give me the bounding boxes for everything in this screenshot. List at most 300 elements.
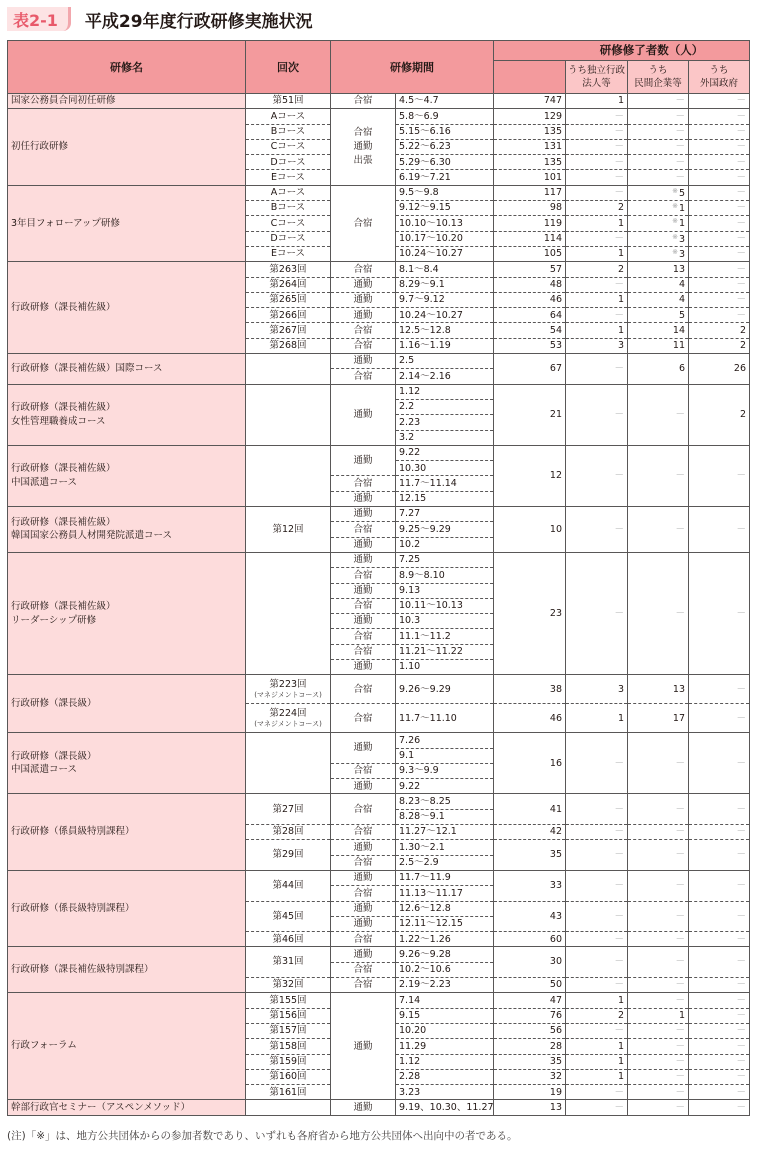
round-cell [246, 354, 331, 385]
period-cell: 9.7〜9.12 [396, 292, 494, 307]
total-cell: 53 [494, 338, 566, 353]
round-cell: 第264回 [246, 277, 331, 292]
period-cell: 5.29〜6.30 [396, 155, 494, 170]
period-cell: 10.17〜10.20 [396, 231, 494, 246]
period-cell: 9.3〜9.9 [396, 763, 494, 778]
foreign-count-cell: － [689, 201, 750, 216]
attendance-type-cell: 通勤 [331, 292, 396, 307]
period-cell: 2.23 [396, 415, 494, 430]
table-row [8, 552, 750, 567]
round-cell: 第263回 [246, 262, 331, 277]
total-cell: 32 [494, 1069, 566, 1084]
round-cell: 第31回 [246, 947, 331, 978]
period-cell: 9.22 [396, 445, 494, 460]
agency-count-cell: － [566, 1085, 628, 1100]
round-cell: 第267回 [246, 323, 331, 338]
training-name-cell: 行政フォーラム [8, 993, 246, 1100]
round-cell: Cコース [246, 216, 331, 231]
round-cell [246, 445, 331, 506]
training-name-cell: 行政研修（課長補佐級） 韓国国家公務員人材開発院派遣コース [8, 507, 246, 553]
period-cell: 8.28〜9.1 [396, 809, 494, 824]
total-cell: 30 [494, 947, 566, 978]
agency-count-cell: 2 [566, 262, 628, 277]
attendance-type-cell: 通勤 [331, 491, 396, 506]
agency-count-cell: － [566, 978, 628, 993]
agency-count-cell: 2 [566, 201, 628, 216]
period-cell: 11.21〜11.22 [396, 644, 494, 659]
attendance-type-cell: 合宿 [331, 185, 396, 261]
attendance-type-cell: 通勤 [331, 614, 396, 629]
total-cell: 46 [494, 292, 566, 307]
footnote: (注)「※」は、地方公共団体からの参加者数であり、いずれも各府省から地方公共団体へ出向中の者である。 [7, 1130, 518, 1142]
period-cell: 8.9〜8.10 [396, 568, 494, 583]
agency-count-cell: － [566, 794, 628, 825]
period-cell: 9.25〜9.29 [396, 522, 494, 537]
round-cell: 第223回 (マネジメントコース) [246, 675, 331, 704]
foreign-count-cell: － [689, 231, 750, 246]
foreign-count-cell: － [689, 1085, 750, 1100]
round-cell: Dコース [246, 231, 331, 246]
total-cell: 43 [494, 901, 566, 932]
period-cell: 8.29〜9.1 [396, 277, 494, 292]
foreign-count-cell: － [689, 978, 750, 993]
round-cell: 第46回 [246, 932, 331, 947]
round-cell: Bコース [246, 201, 331, 216]
agency-count-cell: － [566, 384, 628, 445]
private-count-cell: 13 [628, 262, 689, 277]
note-marker: ※ [672, 201, 678, 210]
attendance-type-cell: 通勤 [331, 733, 396, 764]
period-cell: 9.12〜9.15 [396, 201, 494, 216]
training-name-cell: 初任行政研修 [8, 109, 246, 185]
period-cell: 5.8〜6.9 [396, 109, 494, 124]
round-cell: Cコース [246, 139, 331, 154]
attendance-type-cell: 通勤 [331, 779, 396, 794]
total-cell: 135 [494, 155, 566, 170]
private-count-cell: 4 [628, 292, 689, 307]
round-cell: 第158回 [246, 1039, 331, 1054]
attendance-type-cell: 通勤 [331, 384, 396, 445]
agency-count-cell: 1 [566, 94, 628, 109]
foreign-count-cell: － [689, 932, 750, 947]
agency-count-cell: 1 [566, 216, 628, 231]
foreign-count-cell: － [689, 308, 750, 323]
attendance-type-cell: 通勤 [331, 552, 396, 567]
total-cell: 35 [494, 840, 566, 871]
total-cell: 38 [494, 675, 566, 704]
total-cell: 60 [494, 932, 566, 947]
private-count-cell: ※3 [628, 231, 689, 246]
period-cell: 9.22 [396, 779, 494, 794]
foreign-count-cell: － [689, 870, 750, 901]
private-count-cell: ※1 [628, 201, 689, 216]
period-cell: 12.11〜12.15 [396, 916, 494, 931]
period-cell: 10.3 [396, 614, 494, 629]
attendance-type-cell: 通勤 [331, 583, 396, 598]
foreign-count-cell: － [689, 901, 750, 932]
agency-count-cell: － [566, 552, 628, 674]
training-name-cell: 行政研修（課長補佐級） [8, 262, 246, 354]
attendance-type-cell: 合宿 [331, 338, 396, 353]
attendance-type-cell: 通勤 [331, 993, 396, 1100]
agency-count-cell: － [566, 445, 628, 506]
agency-count-cell: － [566, 155, 628, 170]
agency-count-cell: 1 [566, 704, 628, 733]
private-count-cell: ※3 [628, 246, 689, 261]
foreign-count-cell: 2 [689, 338, 750, 353]
attendance-type-cell: 合宿 [331, 476, 396, 491]
round-cell: Eコース [246, 170, 331, 185]
round-cell: 第157回 [246, 1023, 331, 1038]
private-count-cell: ※5 [628, 185, 689, 200]
foreign-count-cell: － [689, 840, 750, 871]
attendance-type-cell: 合宿 [331, 763, 396, 778]
period-cell: 11.7〜11.10 [396, 704, 494, 733]
note-marker: ※ [672, 247, 678, 256]
period-cell: 9.1 [396, 748, 494, 763]
private-count-cell: － [628, 947, 689, 978]
period-cell: 9.19、10.30、11.27 [396, 1100, 494, 1115]
total-cell: 54 [494, 323, 566, 338]
agency-count-cell: － [566, 354, 628, 385]
total-cell: 16 [494, 733, 566, 794]
total-cell: 64 [494, 308, 566, 323]
foreign-count-cell: － [689, 794, 750, 825]
private-count-cell: － [628, 794, 689, 825]
table-row [8, 733, 750, 748]
training-name-cell: 行政研修（課長補佐級） リーダーシップ研修 [8, 552, 246, 674]
agency-count-cell: － [566, 308, 628, 323]
foreign-count-cell: － [689, 1039, 750, 1054]
training-name-cell: 行政研修（係員級特別課程） [8, 794, 246, 870]
period-cell: 5.22〜6.23 [396, 139, 494, 154]
agency-count-cell: － [566, 840, 628, 871]
agency-count-cell: 1 [566, 246, 628, 261]
period-cell: 10.20 [396, 1023, 494, 1038]
round-cell [246, 1100, 331, 1115]
private-count-cell: － [628, 1023, 689, 1038]
round-cell: 第12回 [246, 507, 331, 553]
attendance-type-cell: 合宿 [331, 598, 396, 613]
period-cell: 12.6〜12.8 [396, 901, 494, 916]
private-count-cell: － [628, 124, 689, 139]
table-row [8, 993, 750, 1008]
period-cell: 7.27 [396, 507, 494, 522]
column-header-foreign: うち 外国政府 [689, 61, 750, 94]
private-count-cell: 14 [628, 323, 689, 338]
training-name-cell: 行政研修（係長級特別課程） [8, 870, 246, 946]
total-cell: 117 [494, 185, 566, 200]
round-cell: 第265回 [246, 292, 331, 307]
attendance-type-cell: 合宿 [331, 522, 396, 537]
round-cell: 第44回 [246, 870, 331, 901]
agency-count-cell: 1 [566, 1054, 628, 1069]
training-name-cell: 行政研修（課長補佐級） 中国派遣コース [8, 445, 246, 506]
table-row [8, 445, 750, 460]
total-cell: 57 [494, 262, 566, 277]
round-cell: Eコース [246, 246, 331, 261]
period-cell: 7.14 [396, 993, 494, 1008]
period-cell: 11.29 [396, 1039, 494, 1054]
round-cell [246, 384, 331, 445]
total-cell: 41 [494, 794, 566, 825]
total-cell: 19 [494, 1085, 566, 1100]
private-count-cell: ※1 [628, 216, 689, 231]
period-cell: 1.22〜1.26 [396, 932, 494, 947]
period-cell: 11.13〜11.17 [396, 886, 494, 901]
private-count-cell: － [628, 1054, 689, 1069]
private-count-cell: － [628, 840, 689, 871]
private-count-cell: 11 [628, 338, 689, 353]
private-count-cell: 1 [628, 1008, 689, 1023]
agency-count-cell: － [566, 932, 628, 947]
round-cell: 第160回 [246, 1069, 331, 1084]
agency-count-cell: － [566, 277, 628, 292]
agency-count-cell: － [566, 947, 628, 978]
attendance-type-cell: 通勤 [331, 277, 396, 292]
private-count-cell: － [628, 139, 689, 154]
agency-count-cell: 1 [566, 1069, 628, 1084]
round-cell: 第159回 [246, 1054, 331, 1069]
attendance-type-cell: 合宿 [331, 886, 396, 901]
attendance-type-cell: 通勤 [331, 870, 396, 885]
attendance-type-cell: 通勤 [331, 1100, 396, 1115]
period-cell: 2.5〜2.9 [396, 855, 494, 870]
total-cell: 131 [494, 139, 566, 154]
attendance-type-cell: 合宿 [331, 825, 396, 840]
period-cell: 2.2 [396, 399, 494, 414]
attendance-type-cell: 通勤 [331, 308, 396, 323]
private-count-cell: 17 [628, 704, 689, 733]
round-cell: 第268回 [246, 338, 331, 353]
private-count-cell: － [628, 552, 689, 674]
round-cell: 第266回 [246, 308, 331, 323]
foreign-count-cell: 2 [689, 323, 750, 338]
total-cell: 33 [494, 870, 566, 901]
column-header-period: 研修期間 [331, 41, 494, 94]
foreign-count-cell: － [689, 947, 750, 978]
private-count-cell: 6 [628, 354, 689, 385]
foreign-count-cell: － [689, 733, 750, 794]
total-cell: 105 [494, 246, 566, 261]
agency-count-cell: 2 [566, 1008, 628, 1023]
column-header-total [494, 61, 566, 94]
attendance-type-cell: 通勤 [331, 354, 396, 369]
period-cell: 3.23 [396, 1085, 494, 1100]
note-marker: ※ [672, 186, 678, 195]
private-count-cell: － [628, 384, 689, 445]
private-count-cell: － [628, 870, 689, 901]
column-header-name: 研修名 [8, 41, 246, 94]
foreign-count-cell: － [689, 675, 750, 704]
attendance-type-cell: 合宿 [331, 855, 396, 870]
period-cell: 7.25 [396, 552, 494, 567]
training-name-cell: 行政研修（課長級） 中国派遣コース [8, 733, 246, 794]
period-cell: 1.30〜2.1 [396, 840, 494, 855]
foreign-count-cell: － [689, 1054, 750, 1069]
total-cell: 56 [494, 1023, 566, 1038]
period-cell: 10.11〜10.13 [396, 598, 494, 613]
attendance-type-cell: 合宿 [331, 262, 396, 277]
total-cell: 101 [494, 170, 566, 185]
agency-count-cell: － [566, 139, 628, 154]
round-cell: Dコース [246, 155, 331, 170]
training-name-cell: 行政研修（課長級） [8, 675, 246, 733]
private-count-cell: 13 [628, 675, 689, 704]
column-header-round: 回次 [246, 41, 331, 94]
agency-count-cell: － [566, 733, 628, 794]
period-cell: 10.24〜10.27 [396, 308, 494, 323]
total-cell: 747 [494, 94, 566, 109]
attendance-type-cell: 合宿 [331, 704, 396, 733]
total-cell: 47 [494, 993, 566, 1008]
private-count-cell: － [628, 1085, 689, 1100]
private-count-cell: － [628, 901, 689, 932]
period-cell: 2.14〜2.16 [396, 369, 494, 384]
foreign-count-cell: － [689, 94, 750, 109]
foreign-count-cell: 2 [689, 384, 750, 445]
total-cell: 67 [494, 354, 566, 385]
period-cell: 2.5 [396, 354, 494, 369]
total-cell: 13 [494, 1100, 566, 1115]
foreign-count-cell: － [689, 216, 750, 231]
period-cell: 9.15 [396, 1008, 494, 1023]
table-row [8, 1100, 750, 1115]
round-cell: Bコース [246, 124, 331, 139]
foreign-count-cell: － [689, 109, 750, 124]
private-count-cell: － [628, 507, 689, 553]
table-row [8, 94, 750, 109]
private-count-cell: － [628, 109, 689, 124]
total-cell: 119 [494, 216, 566, 231]
table-row [8, 185, 750, 200]
total-cell: 42 [494, 825, 566, 840]
attendance-type-cell: 通勤 [331, 947, 396, 962]
table-row [8, 870, 750, 885]
round-cell: 第45回 [246, 901, 331, 932]
round-cell: 第32回 [246, 978, 331, 993]
round-cell: 第27回 [246, 794, 331, 825]
period-cell: 4.5〜4.7 [396, 94, 494, 109]
round-cell: 第161回 [246, 1085, 331, 1100]
attendance-type-cell: 合宿 [331, 369, 396, 384]
private-count-cell: － [628, 445, 689, 506]
foreign-count-cell: － [689, 704, 750, 733]
attendance-type-cell: 合宿 [331, 794, 396, 825]
total-cell: 129 [494, 109, 566, 124]
attendance-type-cell: 合宿 [331, 568, 396, 583]
agency-count-cell: － [566, 1100, 628, 1115]
attendance-type-cell: 合宿 [331, 323, 396, 338]
total-cell: 46 [494, 704, 566, 733]
training-name-cell: 行政研修（課長補佐級） 女性管理職養成コース [8, 384, 246, 445]
attendance-type-cell: 合宿 通勤 出張 [331, 109, 396, 185]
period-cell: 11.7〜11.9 [396, 870, 494, 885]
foreign-count-cell: － [689, 277, 750, 292]
round-cell: 第156回 [246, 1008, 331, 1023]
period-cell: 12.15 [396, 491, 494, 506]
agency-count-cell: － [566, 185, 628, 200]
attendance-type-cell: 合宿 [331, 978, 396, 993]
period-cell: 9.5〜9.8 [396, 185, 494, 200]
foreign-count-cell: － [689, 1008, 750, 1023]
agency-count-cell: 1 [566, 292, 628, 307]
table-row [8, 794, 750, 809]
table-body [8, 94, 750, 1116]
foreign-count-cell: － [689, 993, 750, 1008]
total-cell: 12 [494, 445, 566, 506]
agency-count-cell: 1 [566, 323, 628, 338]
training-name-cell: 行政研修（課長補佐級特別課程） [8, 947, 246, 993]
column-header-agency: うち独立行政 法人等 [566, 61, 628, 94]
foreign-count-cell: － [689, 246, 750, 261]
period-cell: 6.19〜7.21 [396, 170, 494, 185]
agency-count-cell: － [566, 109, 628, 124]
agency-count-cell: － [566, 231, 628, 246]
round-cell [246, 552, 331, 674]
training-name-cell: 3年目フォローアップ研修 [8, 185, 246, 261]
total-cell: 23 [494, 552, 566, 674]
total-cell: 35 [494, 1054, 566, 1069]
table-row [8, 384, 750, 399]
foreign-count-cell: － [689, 1023, 750, 1038]
foreign-count-cell: － [689, 445, 750, 506]
period-cell: 1.12 [396, 1054, 494, 1069]
private-count-cell: － [628, 155, 689, 170]
period-cell: 7.26 [396, 733, 494, 748]
agency-count-cell: 1 [566, 993, 628, 1008]
table-row [8, 675, 750, 704]
attendance-type-cell: 通勤 [331, 537, 396, 552]
table-row [8, 947, 750, 962]
period-cell: 1.10 [396, 659, 494, 674]
training-name-cell: 行政研修（課長補佐級）国際コース [8, 354, 246, 385]
agency-count-cell: － [566, 507, 628, 553]
attendance-type-cell: 合宿 [331, 962, 396, 977]
foreign-count-cell: 26 [689, 354, 750, 385]
period-cell: 9.26〜9.28 [396, 947, 494, 962]
private-count-cell: － [628, 825, 689, 840]
table-row [8, 109, 750, 124]
period-cell: 9.26〜9.29 [396, 675, 494, 704]
private-count-cell: － [628, 733, 689, 794]
attendance-type-cell: 合宿 [331, 675, 396, 704]
private-count-cell: － [628, 94, 689, 109]
attendance-type-cell: 通勤 [331, 840, 396, 855]
period-cell: 12.5〜12.8 [396, 323, 494, 338]
note-marker: ※ [672, 217, 678, 226]
round-cell: 第51回 [246, 94, 331, 109]
total-cell: 21 [494, 384, 566, 445]
agency-count-cell: 1 [566, 1039, 628, 1054]
period-cell: 1.12 [396, 384, 494, 399]
agency-count-cell: － [566, 170, 628, 185]
attendance-type-cell: 通勤 [331, 916, 396, 931]
round-cell: 第29回 [246, 840, 331, 871]
foreign-count-cell: － [689, 507, 750, 553]
period-cell: 10.2 [396, 537, 494, 552]
foreign-count-cell: － [689, 1100, 750, 1115]
foreign-count-cell: － [689, 139, 750, 154]
foreign-count-cell: － [689, 825, 750, 840]
period-cell: 8.1〜8.4 [396, 262, 494, 277]
note-marker: ※ [672, 232, 678, 241]
agency-count-cell: 3 [566, 675, 628, 704]
period-cell: 3.2 [396, 430, 494, 445]
attendance-type-cell: 通勤 [331, 659, 396, 674]
training-status-table [7, 40, 750, 1116]
agency-count-cell: 3 [566, 338, 628, 353]
